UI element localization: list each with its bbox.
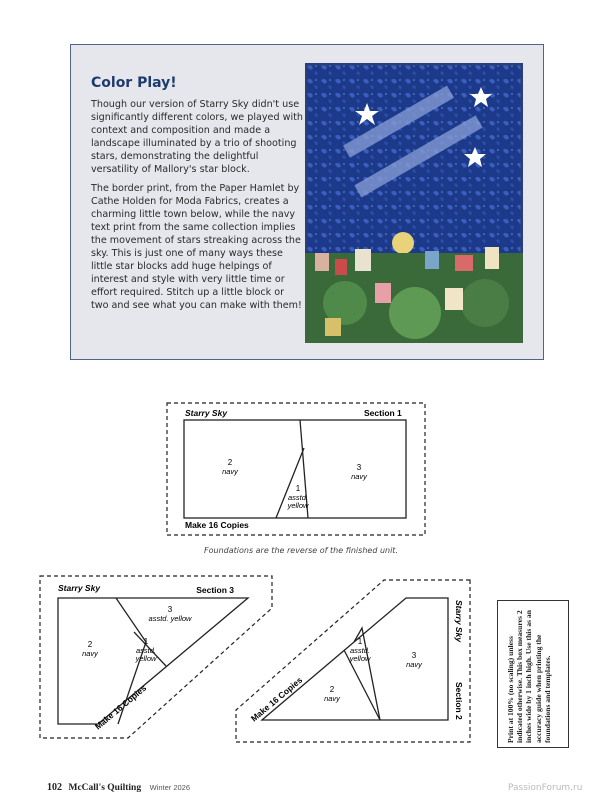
section-3-label: Section 3 xyxy=(196,585,234,595)
starry-sky-quilt-photo xyxy=(305,63,523,343)
section-1-foundation xyxy=(166,402,426,536)
section-1-label: Section 1 xyxy=(364,408,402,418)
piece-number: 1 xyxy=(295,484,301,493)
page-number: 102 xyxy=(47,782,62,793)
piece-number: 2 xyxy=(227,458,233,467)
section-2-copies: Make 16 Copies xyxy=(248,674,305,724)
sidebar-body xyxy=(91,98,303,318)
section-2-foundation xyxy=(234,578,472,744)
section-3-copies: Make 16 Copies xyxy=(92,682,149,732)
issue-label: Winter 2026 xyxy=(149,783,191,792)
piece-color: navy xyxy=(351,472,367,481)
foundation-caption: Foundations are the reverse of the finished unit. xyxy=(204,546,398,555)
piece-number: 2 xyxy=(87,640,93,649)
piece-color: navy xyxy=(82,649,98,658)
piece-number: 1 xyxy=(143,637,149,646)
piece-number: 3 xyxy=(167,605,173,614)
piece-color: asstd. xyxy=(135,646,157,655)
sidebar-paragraph: The border print, from the Paper Hamlet by Cathe Holden for Moda Fabrics, creates a charming little town below, while the navy text print from the same collection implies the movement of stars streaking across the sky. This is just one of many ways these little star blocks add huge helpings of interest and style with very little time or effort required. Stitch up a little block or two and see what you can make with them! xyxy=(91,183,302,311)
piece-color: yellow xyxy=(287,501,309,510)
piece-color: asstd. yellow xyxy=(148,614,192,623)
piece-color: yellow xyxy=(349,654,371,663)
piece-number: 2 xyxy=(329,685,335,694)
piece-number: 3 xyxy=(411,651,417,660)
piece-color: navy xyxy=(222,467,238,476)
piece-color: asstd. xyxy=(287,493,309,502)
print-accuracy-note: Print at 100% (no scaling) unless indicated otherwise. This box measures 2 inches wide by 1 inch high. Use this as an accuracy guide when printing the foundations and templates. xyxy=(506,610,552,743)
piece-number: 3 xyxy=(356,463,362,472)
section-3-title: Starry Sky xyxy=(58,583,101,593)
color-play-sidebar xyxy=(70,44,544,360)
piece-color: navy xyxy=(324,694,340,703)
print-accuracy-box xyxy=(497,600,569,748)
piece-color: navy xyxy=(406,660,422,669)
section-1-copies: Make 16 Copies xyxy=(185,520,249,530)
sidebar-paragraph: Though our version of Starry Sky didn't use significantly different colors, we played with context and composition and made a landscape illuminated by a trio of shooting stars, demonstrating the delightful versatility of Mallory's star block. xyxy=(91,99,303,175)
page-folio xyxy=(47,782,190,793)
section-2-label: Section 2 xyxy=(454,682,464,720)
site-watermark: PassionForum.ru xyxy=(508,783,583,793)
piece-number: 1 xyxy=(357,637,363,646)
section-1-title: Starry Sky xyxy=(185,408,228,418)
piece-color: asstd. xyxy=(349,646,371,655)
sidebar-title: Color Play! xyxy=(91,75,177,91)
section-2-title: Starry Sky xyxy=(454,600,464,643)
magazine-name: McCall's Quilting xyxy=(68,783,142,793)
piece-color: yellow xyxy=(135,654,157,663)
